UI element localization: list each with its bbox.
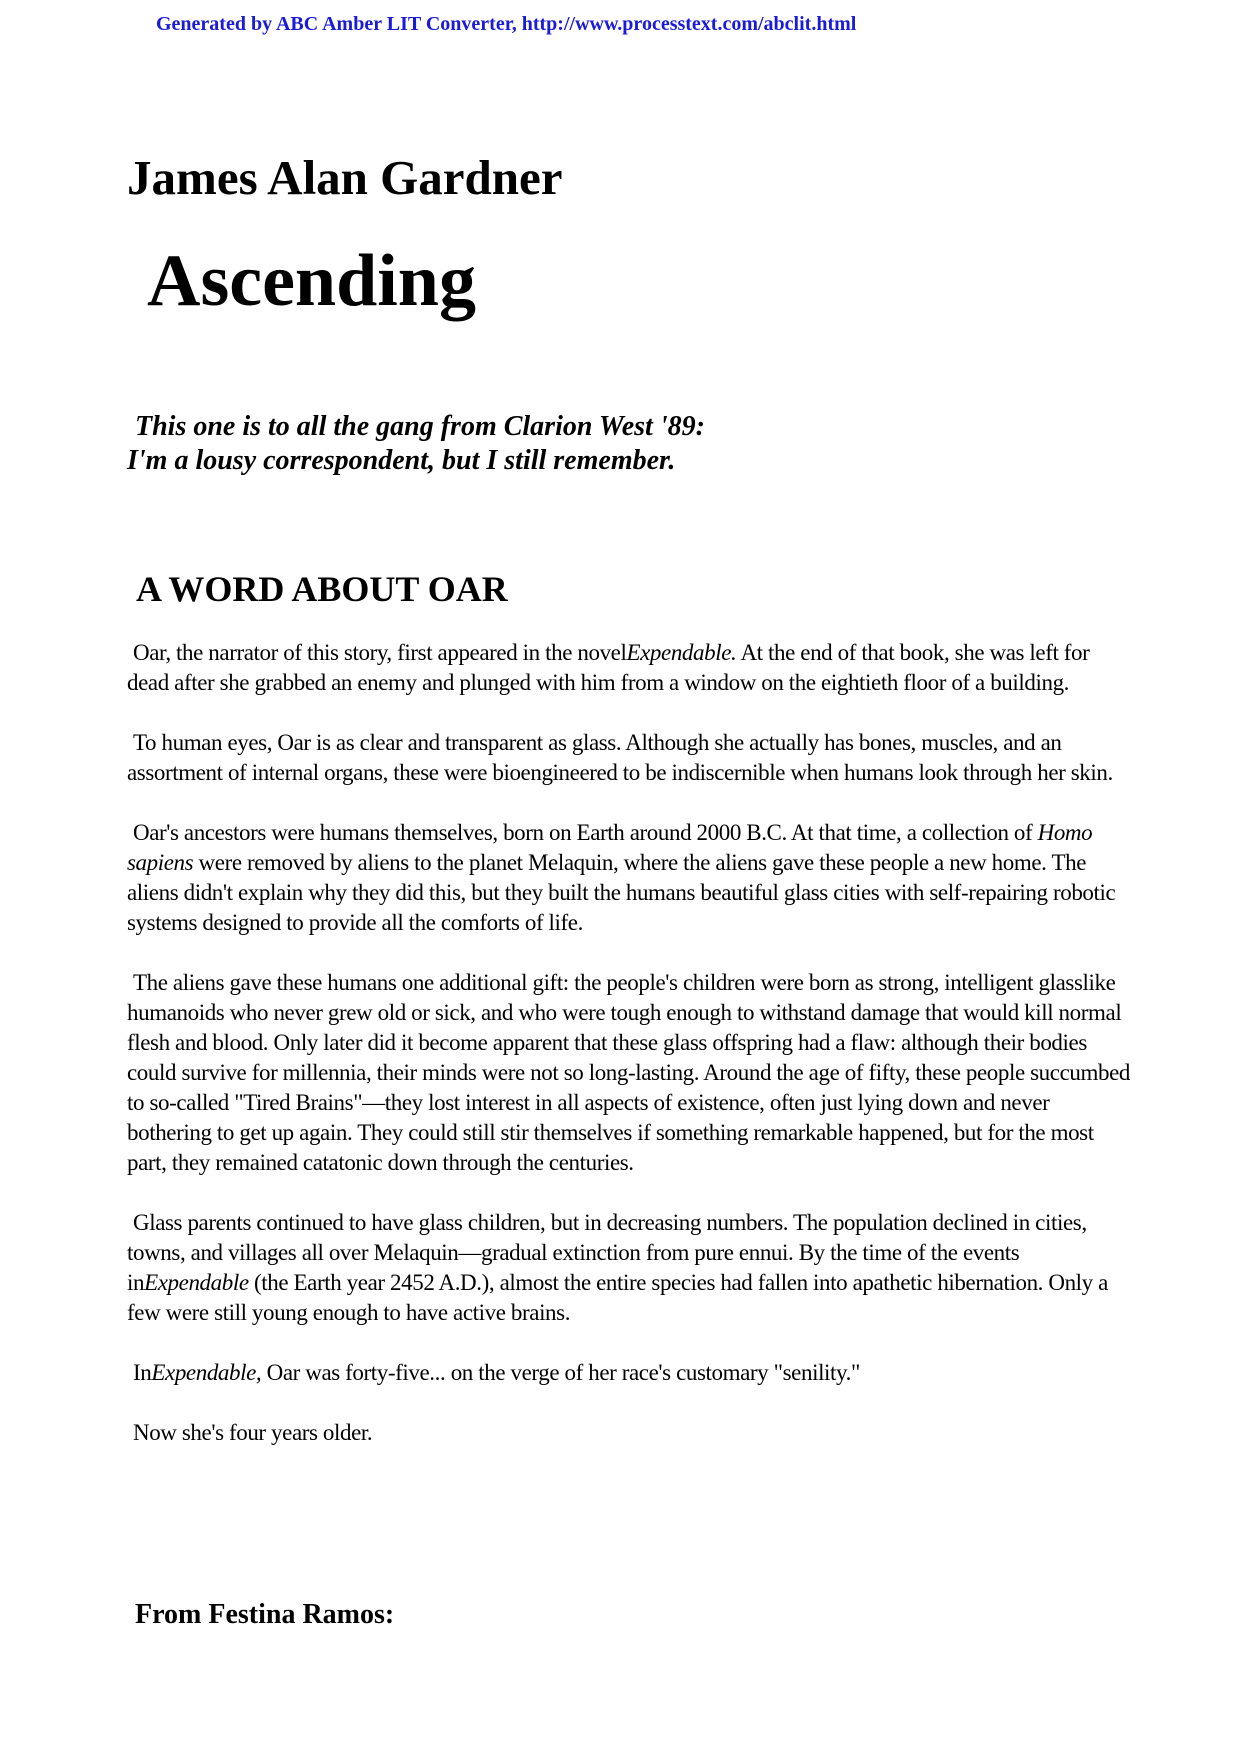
book-author: James Alan Gardner <box>127 150 563 205</box>
p5-text-after: (the Earth year 2452 A.D.), almost the entire species had fallen into apathetic hibernation. Only a few were still young enough to have active brains. <box>127 1270 1108 1325</box>
paragraph-7: Now she's four years older. <box>133 1420 373 1445</box>
generator-banner[interactable] <box>156 13 856 36</box>
p1-text-after: At the end of that book, she was left for dead after she grabbed an enemy and plunged with him from a window on the eightieth floor of a building. <box>127 640 1090 695</box>
paragraph-3 <box>127 818 1132 938</box>
section-body <box>127 638 1132 1478</box>
p3-text-before: Oar's ancestors were humans themselves, born on Earth around 2000 B.C. At that time, a collection of <box>133 820 1038 845</box>
paragraph-4: The aliens gave these humans one additional gift: the people's children were born as strong, intelligent glasslike humanoids who never grew old or sick, and who were tough enough to withstand damage that would kill normal flesh and blood. Only later did it become apparent that these glass offspring had a flaw: although their bodies could survive for millennia, their minds were not so long-lasting. Around the age of fifty, these people succumbed to so-called "Tired Brains"—they lost interest in all aspects of existence, often just lying down and never bothering to get up again. They could still stir themselves if something remarkable happened, but for the most part, they remained catatonic down through the centuries. <box>127 970 1130 1175</box>
p3-text-after: were removed by aliens to the planet Melaquin, where the aliens gave these people a new home. The aliens didn't explain why they did this, but they built the humans beautiful glass cities with self-repairing robotic systems designed to provide all the comforts of life. <box>127 850 1116 935</box>
dedication <box>127 410 705 478</box>
p6-text-before: In <box>133 1360 152 1385</box>
p3-species-italic: Homo sapiens <box>127 820 1093 875</box>
section-heading: A WORD ABOUT OAR <box>136 569 508 609</box>
dedication-line-2: I'm a lousy correspondent, but I still remember. <box>127 445 676 476</box>
paragraph-1 <box>127 638 1132 698</box>
p5-text-before: Glass parents continued to have glass children, but in decreasing numbers. The population declined in cities, towns, and villages all over Melaquin—gradual extinction from pure ennui. By the time of the events in <box>127 1210 1087 1295</box>
from-heading: From Festina Ramos: <box>135 1599 395 1630</box>
p1-text-before: Oar, the narrator of this story, first appeared in the novel <box>133 640 627 665</box>
p6-book-title-italic: Expendable, <box>151 1360 262 1385</box>
generator-link-text[interactable]: Generated by ABC Amber LIT Converter, http://www.processtext.com/abclit.html <box>156 13 857 35</box>
p6-text-after: Oar was forty-five... on the verge of her race's customary "senility." <box>261 1360 860 1385</box>
p1-book-title-italic: Expendable. <box>626 640 737 665</box>
dedication-line-1: This one is to all the gang from Clarion West '89: <box>135 411 705 442</box>
p5-book-title-italic: Expendable <box>144 1270 249 1295</box>
book-title: Ascending <box>147 240 476 322</box>
paragraph-6 <box>127 1358 1132 1388</box>
paragraph-5 <box>127 1208 1132 1328</box>
paragraph-2: To human eyes, Oar is as clear and transparent as glass. Although she actually has bones, muscles, and an assortment of internal organs, these were bioengineered to be indiscernible when humans look through her skin. <box>127 730 1113 785</box>
